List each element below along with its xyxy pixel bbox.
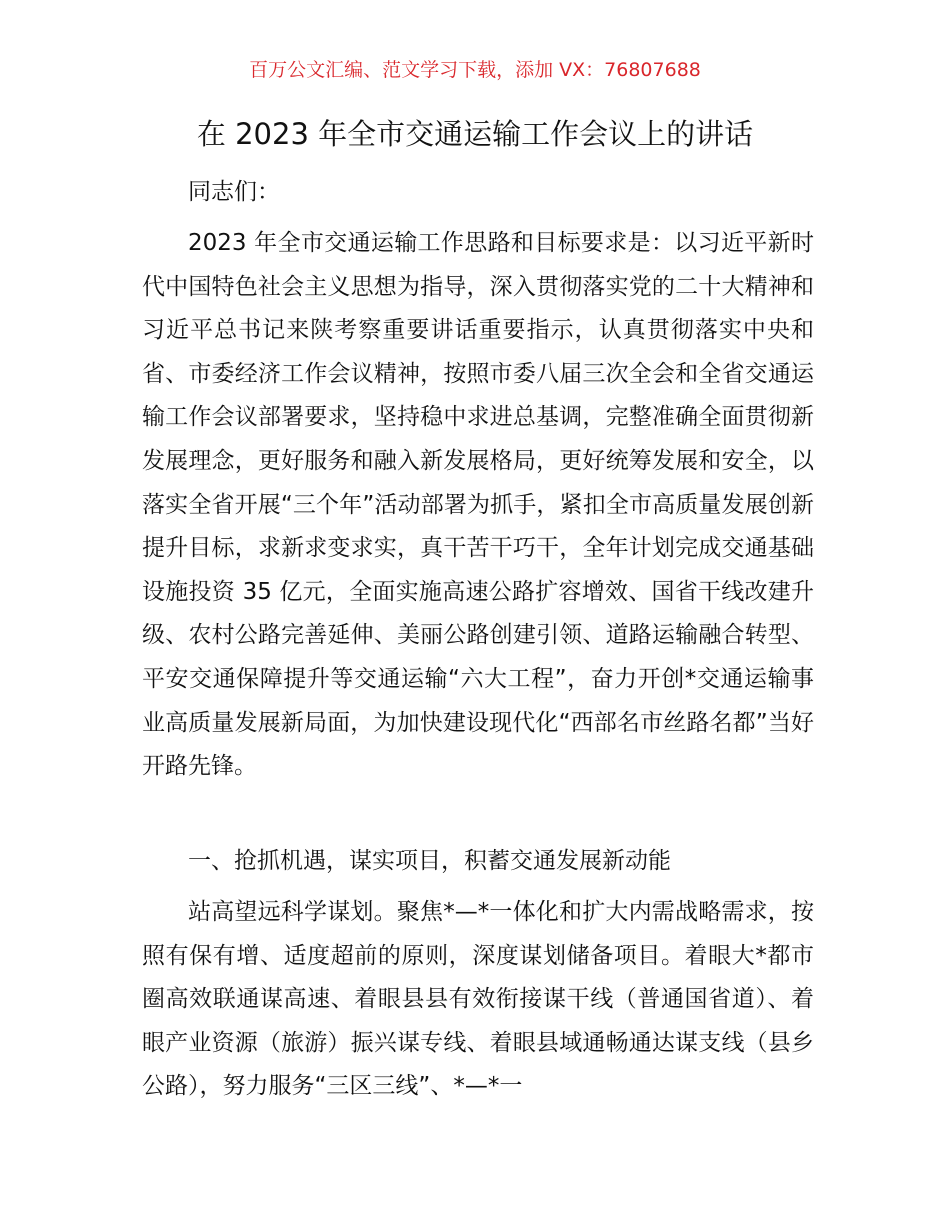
document-title: 在 2023 年全市交通运输工作会议上的讲话 xyxy=(196,117,754,151)
salutation: 同志们： xyxy=(188,179,280,205)
body-paragraph-2: 站高望远科学谋划。聚焦*—*一体化和扩大内需战略需求，按照有保有增、适度超前的原则，深度谋划储备项目。着眼大*都市圈高效联通谋高速、着眼县县有效衔接谋干线（普通国省道）、着眼产业资源（旅游）振兴谋专线、着眼县域通畅通达谋支线（县乡公路），努力服务“三区三线”、*—*一 xyxy=(142,899,814,1100)
body-paragraph-1: 2023 年全市交通运输工作思路和目标要求是：以习近平新时代中国特色社会主义思想为指导，深入贯彻落实党的二十大精神和习近平总书记来陕考察重要讲话重要指示，认真贯彻落实中央和省、市委经济工作会议精神，按照市委八届三次全会和全省交通运输工作会议部署要求，坚持稳中求进总基调，完整准确全面贯彻新发展理念，更好服务和融入新发展格局，更好统筹发展和安全，以落实全省开展“三个年”活动部署为抓手，紧扣全市高质量发展创新提升目标，求新求变求实，真干苦干巧干，全年计划完成交通基础设施投资 35 亿元，全面实施高速公路扩容增效、国省干线改建升级、农村公路完善延伸、美丽公路创建引领、道路运输融合转型、平安交通保障提升等交通运输“六大工程”，奋力开创*交通运输事业高质量发展新局面，为加快建设现代化“西部名市丝路名都”当好开路先锋。 xyxy=(142,230,814,780)
section-heading-1: 一、抢抓机遇，谋实项目，积蓄交通发展新动能 xyxy=(188,848,671,874)
watermark-banner: 百万公文汇编、范文学习下载，添加 VX：76807688 xyxy=(249,59,701,81)
